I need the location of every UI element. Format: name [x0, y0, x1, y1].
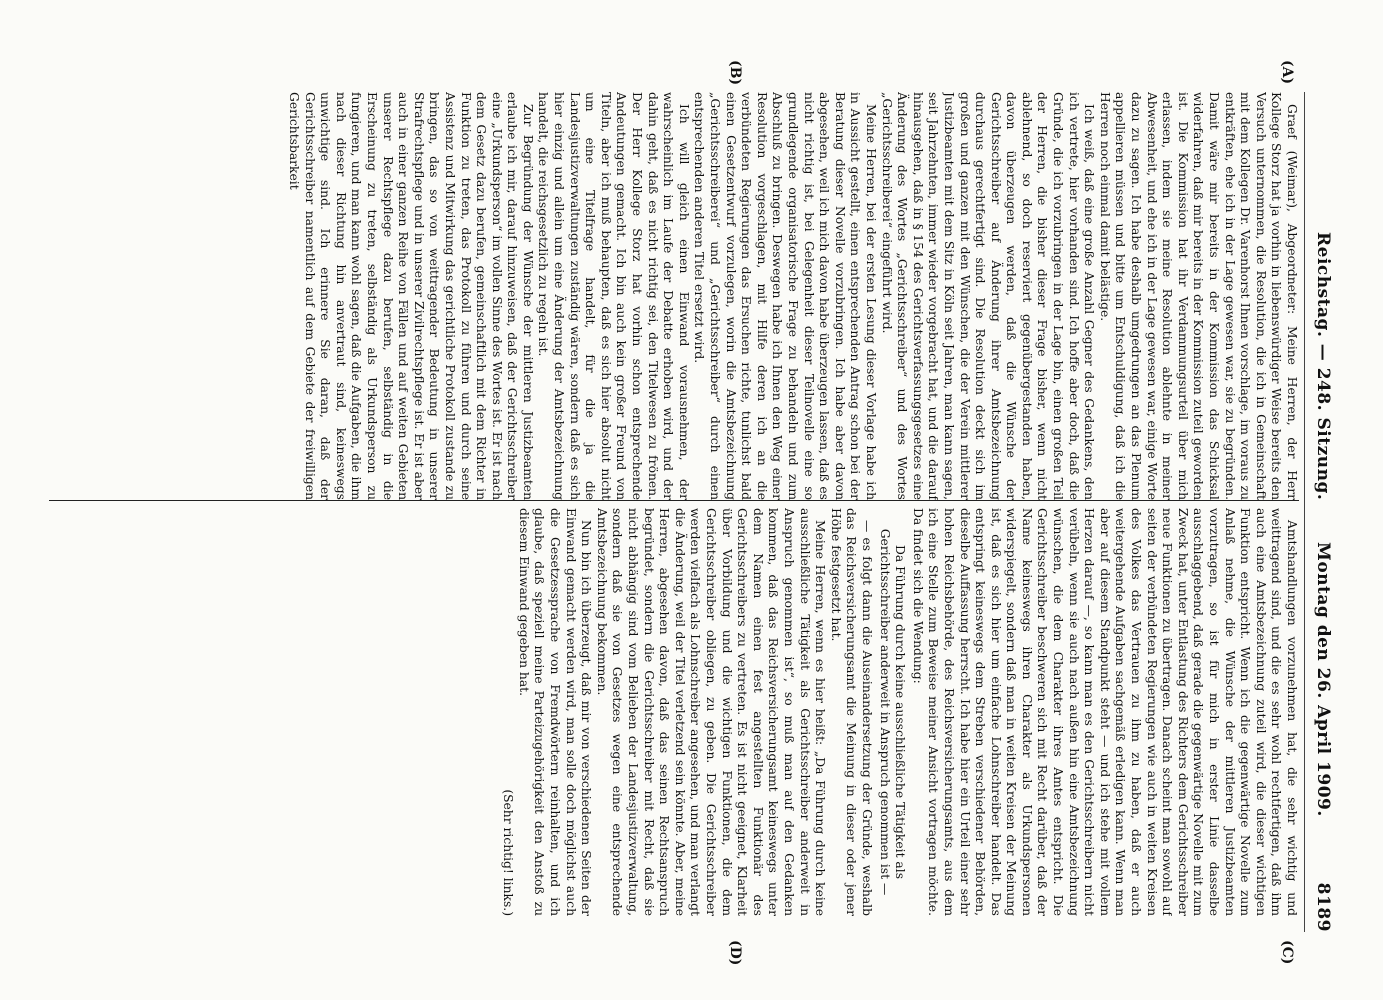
paragraph: Zur Begründung der Wünsche der mittleren Justizbeamten erlaube ich mir, darauf hinzuweisen, daß der Gerichtsschreiber eine „Urkundsperson“ im vollen Sinne des Wortes ist. Er ist nach dem Gesetz dazu berufen, gemeinschaftlich mit dem Richter in Funktion zu treten, das Protokoll zu führen und durch seine Assistenz und Mitwirkung das gerichtliche Protokoll zustande zu bringen, das so von weittragender Bedeutung in unserer Strafrechtspflege und in unserer Zivilrechtspflege ist. Er ist aber auch in einer ganzen Reihe von Fällen und auf weiten Gebieten unserer Rechtspflege dazu berufen, selbständig in die Erscheinung zu treten, selbständig als Urkundsperson zu fungieren, und man kann wohl sagen, daß die Aufgaben, die ihm nach dieser Richtung hin anvertraut sind, keineswegs unwichtige sind. Ich erinnere Sie daran, daß der Gerichtsschreiber namentlich auf dem Gebiete der freiwilligen Gerichtsbarkeit	[287, 92, 535, 500]
paragraph: Ich will gleich einen Einwand vorausnehmen, der wahrscheinlich im Laufe der Debatte erhoben wird, und der dahin geht, daß es nicht richtig sei, den Titelwesen zu frönen. Der Herr Kollege Storz hat vorhin schon entsprechende Andeutungen gemacht. Ich bin auch kein großer Freund von Titeln, aber ich muß behaupten, daß es sich hier absolut nicht um eine Titelfrage handelt, für die ja die Landesjustizverwaltungen zuständig wären, sondern daß es sich hier einzig und allein um eine Änderung der Amtsbezeichnung handelt, die reichsgesetzlich zu regeln ist.	[536, 92, 691, 500]
column-divider	[49, 500, 1299, 501]
header-date: Montag den 26. April 1909.	[1313, 542, 1333, 817]
right-column	[49, 508, 1299, 916]
paragraph: Meine Herren, wenn es hier heißt: „Da Führung durch keine ausschließliche Tätigkeit als Gerichtsschreiber anderweit in Anspruch genommen ist“, so muß man auf den Gedanken kommen, daß das Reichsversicherungsamt keineswegs unter dem Namen einen fest angestellten Funktionär des Gerichtsschreibers zu vertreten. Es ist nicht geeignet, Klarheit über Vorbildung und die wichtigen Funktionen, die dem Gerichtsschreiber obliegen, zu geben. Die Gerichtsschreiber werden vielfach als Lohnschreiber angesehen, und man verlangt die Änderung, weil der Titel verletzend sein könnte. Aber, meine Herren, abgesehen davon, daß das seinen Rechtsanspruch begründet, sondern die Gerichtsschreiber mit Recht, daß sie nicht abhängig sind vom Belieben der Landesjustizverwaltung, sondern daß sie von Gesetzes wegen eine entsprechende Amtsbezeichnung bekommen.	[594, 508, 828, 916]
margin-mark-d: (D)	[727, 940, 743, 966]
header-title: Reichstag. — 248. Sitzung.	[1313, 232, 1333, 501]
applause-note: (Sehr richtig! links.)	[501, 789, 516, 916]
paragraph: Ich weiß, daß eine große Anzahl Gegner des Gedankens, den ich vertrete, hier vorhanden sind. Ich hoffe aber doch, daß die Gründe, die ich vorzubringen in der Lage bin, einen großen Teil der Herren, die bisher dieser Frage bisher, wenn nicht ablehnend, so doch reserviert gegenübergestanden haben, davon überzeugen werden, daß die Wünsche der Gerichtsschreiber auf Änderung ihrer Amtsbezeichnung durchaus gerechtfertigt sind. Die Resolution deckt sich im großen und ganzen mit den Wünschen, die der Verein mittlerer Justizbeamten mit dem Sitz in Köln seit Jahren, man kann sagen, seit Jahrzehnten, immer wieder vorgebracht hat, und die darauf hinausgehen, daß in § 154 des Gerichtsverfassungsgesetzes eine Änderung des Wortes „Gerichtsschreiber“ und des Wortes „Gerichtsschreiberei“ eingeführt wird.	[879, 92, 1097, 500]
margin-mark-c: (C)	[1279, 940, 1295, 965]
margin-mark-b: (B)	[727, 60, 743, 86]
paragraph: — es folgt dann die Auseinandersetzung der Gründe, weshalb das Reichsversicherungsamt die Meinung in dieser oder jener Höhe festgesetzt hat.	[828, 508, 874, 916]
header-rule	[1304, 92, 1305, 932]
paragraph: Graef (Weimar), Abgeordneter: Meine Herren, der Herr Kollege Storz hat ja vorhin in liebenswürdiger Weise bereits den Versuch unternommen, die Resolution, die ich in Gemeinschaft mit dem Kollegen Dr. Varenhorst Ihnen vorschlage, im voraus zu entkräften, ehe ich in der Lage gewesen war, sie zu begründen. Damit wäre mir bereits in der Kommission das Schicksal widerfahren, daß mir bereits in der Kommission zuteil geworden ist. Die Kommission hat ihr Verdammungsurteil über mich erlassen, indem sie meine Resolution ablehnte in meiner Abwesenheit, und ehe ich in der Lage gewesen war, einige Worte dazu zu sagen. Ich habe deshalb umgedrungen an das Plenum appellieren müssen und bitte um Entschuldigung, daß ich die Herren noch einmal damit belästige.	[1097, 92, 1299, 500]
paragraph: Nun bin ich überzeugt, daß mir von verschiedenen Seiten der Einwand gemacht werden wird, man solle doch möglichst auch die Gesetzessprache von Fremdwörtern reinhalten, und ich glaube, daß speziell meine Parteizugehörigkeit den Anstoß zu diesem Einwand gegeben hat.	[516, 508, 594, 916]
page-number: 8189	[1313, 882, 1333, 932]
block-quote: Da Führung durch keine ausschließliche Tätigkeit als Gerichtsschreiber anderweit in Anspruch genommen ist —	[877, 528, 908, 896]
margin-mark-a: (A)	[1279, 60, 1295, 85]
page-header	[1305, 92, 1335, 932]
paragraph: Meine Herren, bei der ersten Lesung dieser Vorlage habe ich in Aussicht gestellt, einen entsprechenden Antrag schon bei der Beratung dieser Novelle vorzubringen. Ich habe aber davon abgesehen, weil ich mich davon habe überzeugen lassen, daß es nicht richtig ist, bei Gelegenheit dieser Teilnovelle eine so grundlegende organisatorische Frage zu behandeln und zum Abschluß zu bringen. Deswegen habe ich Ihnen den Weg einer Resolution vorgeschlagen, mit Hilfe deren ich an die verbündeten Regierungen das Ersuchen richte, tunlichst bald einen Gesetzentwurf vorzulegen, worin die Amtsbezeichnung „Gerichtsschreiberei“ und „Gerichtsschreiber“ durch einen entsprechenden anderen Titel ersetzt wird.	[692, 92, 878, 500]
left-column	[49, 92, 1299, 500]
paragraph: Amtshandlungen vorzunehmen hat, die sehr wichtig und weittragend sind, und die es sehr wohl rechtfertigen, daß ihm auch eine Amtsbezeichnung zuteil wird, die dieser wichtigen Funktion entspricht. Wenn ich die gegenwärtige Novelle zum Anlaß nehme, die Wünsche der mittleren Justizbeamten vorzutragen, so ist für mich in erster Linie dasselbe ausschlaggebend, daß gerade die gegenwärtige Novelle mit zum Zweck hat, unter Entlastung des Richters dem Gerichtsschreiber neue Funktionen zu übertragen. Danach scheint man sowohl auf seiten der verbündeten Regierungen wie auch in weiten Kreisen des Volkes das Vertrauen zu ihm zu haben, daß er auch weitergehende Aufgaben sachgemäß erledigen kann. Wenn man aber auf diesem Standpunkt steht — und ich stehe mit vollem Herzen darauf —, so kann man es den Gerichtsschreibern nicht verübeln, wenn sie auch nach außen hin eine Amtsbezeichnung wünschen, die dem Charakter ihres Amtes entspricht. Die Gerichtsschreiber beschweren sich mit Recht darüber, daß der Name keineswegs ihren Charakter als Urkundspersonen widerspiegelt, sondern daß man in weiten Kreisen der Meinung ist, daß es sich hier um einfache Lohnschreiber handelt. Das entspringt keineswegs dem Streben verschiedener Behörden, dieselbe Auffassung herrscht. Ich habe hier ein Urteil einer sehr hohen Reichsbehörde, des Reichsversicherungsamts, aus dem ich eine Stelle zum Beweise meiner Ansicht vortragen möchte. Da findet sich die Wendung:	[910, 508, 1299, 916]
